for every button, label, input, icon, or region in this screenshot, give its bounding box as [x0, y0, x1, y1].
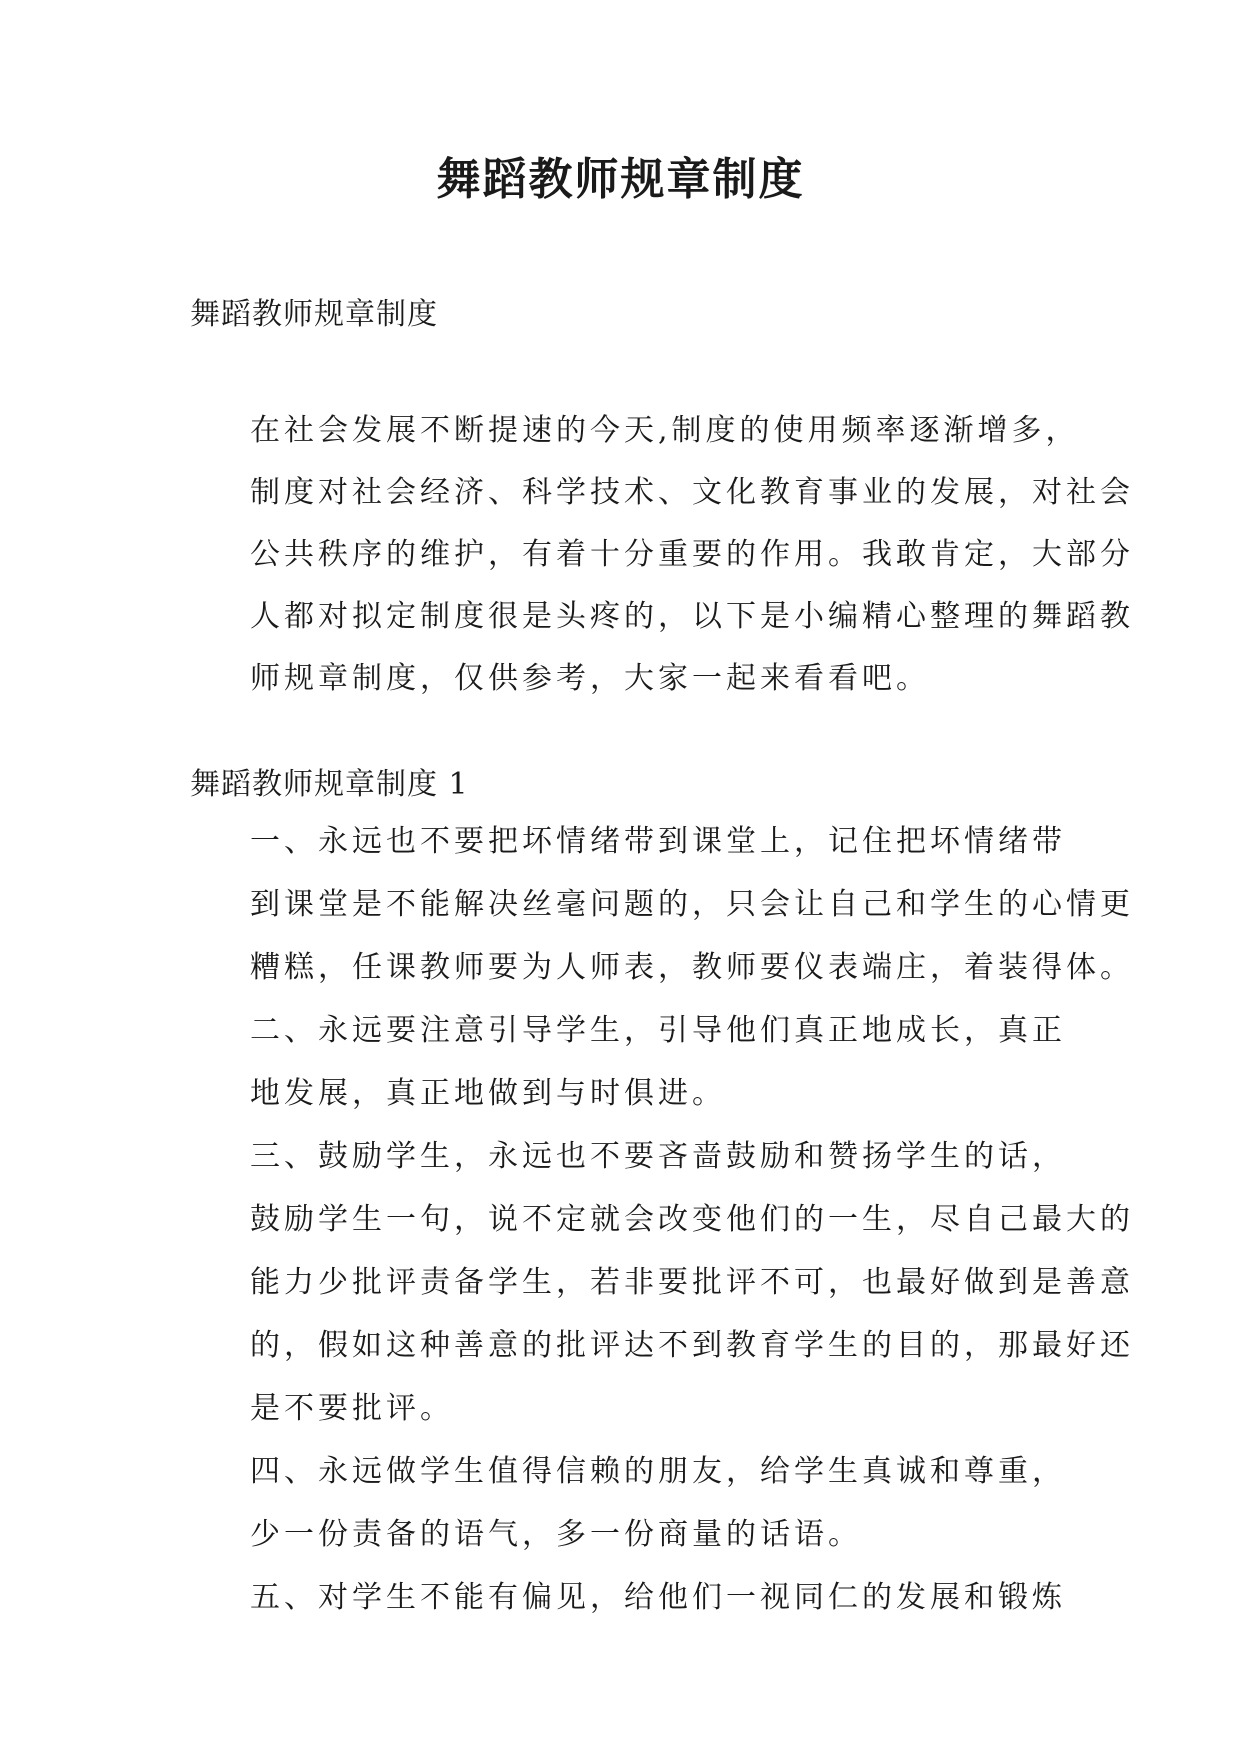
- rule-line: 是不要批评。: [250, 1391, 454, 1426]
- rule-line: 一、永远也不要把坏情绪带到课堂上，记住把坏情绪带: [250, 824, 1066, 859]
- rule-line: 到课堂是不能解决丝毫问题的，只会让自己和学生的心情更: [250, 887, 1134, 922]
- rule-line: 鼓励学生一句，说不定就会改变他们的一生，尽自己最大的: [250, 1202, 1134, 1237]
- intro-line: 制度对社会经济、科学技术、文化教育事业的发展，对社会: [250, 475, 1134, 510]
- document-subtitle: 舞蹈教师规章制度: [190, 297, 438, 332]
- rule-line: 三、鼓励学生，永远也不要吝啬鼓励和赞扬学生的话，: [250, 1139, 1066, 1174]
- rule-line: 四、永远做学生值得信赖的朋友，给学生真诚和尊重，: [250, 1454, 1066, 1489]
- rule-paragraph-2: [190, 999, 1070, 1125]
- intro-line: 师规章制度，仅供参考，大家一起来看看吧。: [250, 661, 930, 696]
- rule-line: 的，假如这种善意的批评达不到教育学生的目的，那最好还: [250, 1328, 1134, 1363]
- rule-line: 糟糕，任课教师要为人师表，教师要仪表端庄，着装得体。: [250, 950, 1134, 985]
- rule-paragraph-5: [190, 1566, 1070, 1629]
- intro-line: 人都对拟定制度很是头疼的，以下是小编精心整理的舞蹈教: [250, 599, 1134, 634]
- rule-line: 少一份责备的语气，多一份商量的话语。: [250, 1517, 862, 1552]
- rule-line: 二、永远要注意引导学生，引导他们真正地成长，真正: [250, 1013, 1066, 1048]
- document-title: 舞蹈教师规章制度: [436, 154, 805, 205]
- rule-line: 地发展，真正地做到与时俱进。: [250, 1076, 726, 1111]
- intro-paragraph: [190, 400, 1134, 710]
- rule-line: 五、对学生不能有偏见，给他们一视同仁的发展和锻炼: [250, 1580, 1066, 1615]
- intro-line: 在社会发展不断提速的今天,制度的使用频率逐渐增多，: [250, 413, 1080, 448]
- rule-paragraph-1: [190, 810, 1134, 999]
- rule-line: 能力少批评责备学生，若非要批评不可，也最好做到是善意: [250, 1265, 1134, 1300]
- intro-line: 公共秩序的维护，有着十分重要的作用。我敢肯定，大部分: [250, 537, 1134, 572]
- rule-paragraph-3: [190, 1125, 1134, 1440]
- rule-paragraph-4: [190, 1440, 1070, 1566]
- rules-list: [190, 810, 1134, 1629]
- section-heading: 舞蹈教师规章制度 1: [190, 767, 469, 802]
